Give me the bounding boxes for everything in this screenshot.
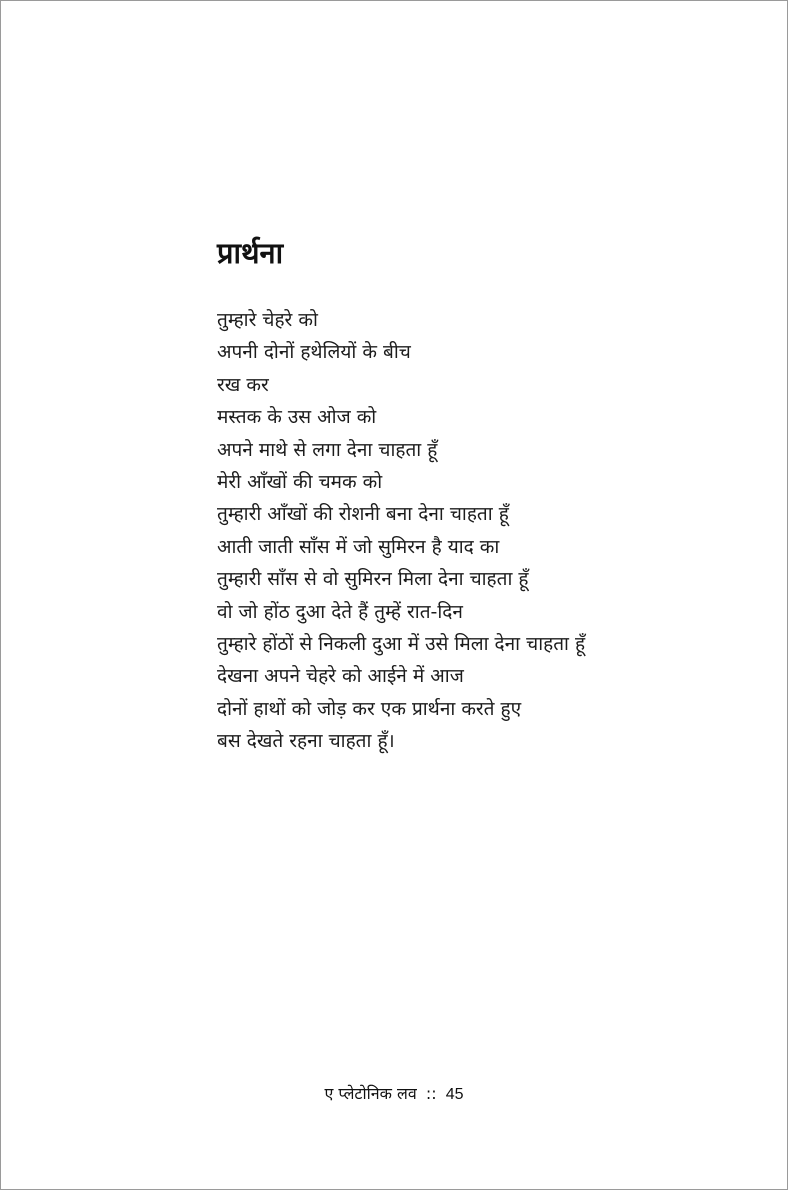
poem-line: वो जो होंठ दुआ देते हैं तुम्हें रात-दिन <box>217 600 463 623</box>
page-footer <box>1 1081 787 1108</box>
page-number: 45 <box>445 1086 464 1103</box>
footer-separator: :: <box>425 1084 437 1103</box>
poem-body <box>217 304 657 757</box>
footer-book-title: ए प्लेटोनिक लव <box>324 1084 417 1103</box>
poem-line: देखना अपने चेहरे को आईने में आज <box>217 665 464 688</box>
poem-line: तुम्हारी आँखों की रोशनी बना देना चाहता हूँ <box>217 503 509 526</box>
poem-line: अपनी दोनों हथेलियों के बीच <box>217 341 411 364</box>
poem-line: तुम्हारे होंठों से निकली दुआ में उसे मिला देना चाहता हूँ <box>217 632 586 655</box>
poem-line: तुम्हारे चेहरे को <box>217 309 318 331</box>
poem-line: रख कर <box>217 373 269 396</box>
poem-line: मेरी आँखों की चमक को <box>217 470 383 493</box>
poem-line: मस्तक के उस ओज को <box>217 406 377 429</box>
poem-line: अपने माथे से लगा देना चाहता हूँ <box>217 438 438 461</box>
poem-line: तुम्हारी साँस से वो सुमिरन मिला देना चाहता हूँ <box>217 568 529 591</box>
poem-line: बस देखते रहना चाहता हूँ। <box>217 730 395 753</box>
poem-title: प्रार्थना <box>217 236 284 270</box>
poem-line: आती जाती साँस में जो सुमिरन है याद का <box>217 535 500 558</box>
poem-line: दोनों हाथों को जोड़ कर एक प्रार्थना करते हुए <box>217 697 522 720</box>
